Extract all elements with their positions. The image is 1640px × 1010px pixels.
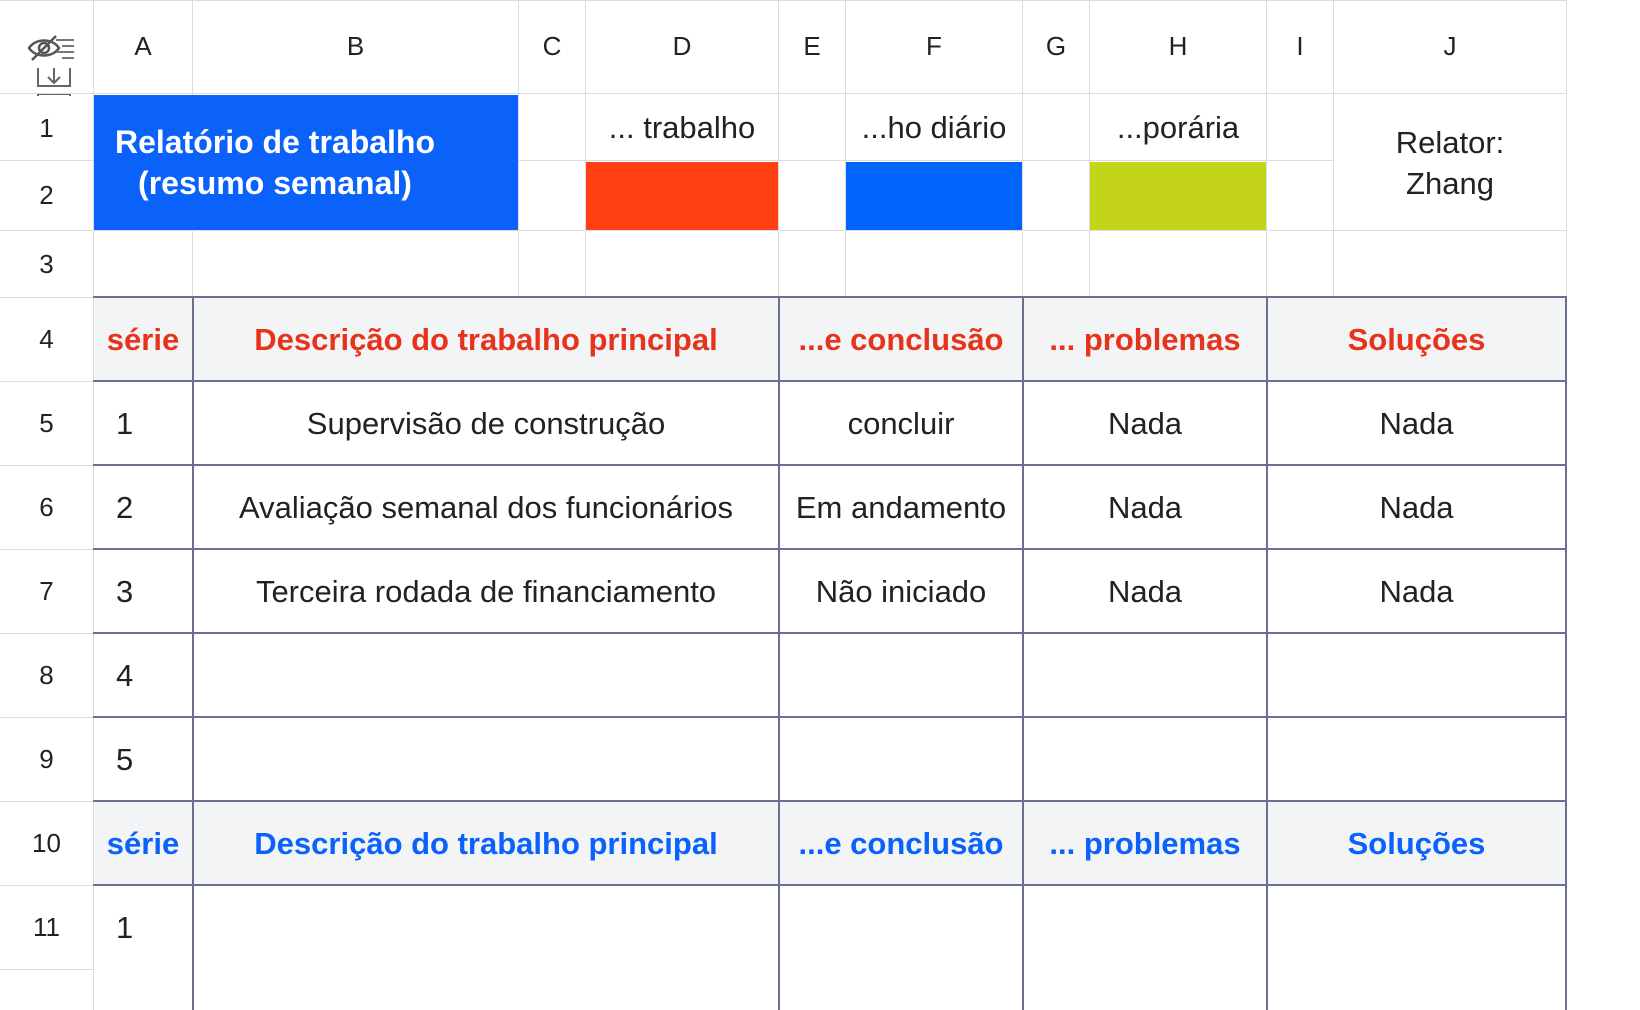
legend-swatch-red[interactable]: [586, 162, 778, 230]
row-header-5[interactable]: 5: [0, 382, 93, 465]
row-header-6[interactable]: 6: [0, 466, 93, 549]
row-header-10[interactable]: 10: [0, 802, 93, 885]
column-header-g[interactable]: G: [1023, 0, 1089, 93]
table1-cell-problemas[interactable]: [1024, 634, 1266, 717]
table1-cell-problemas[interactable]: Nada: [1107, 573, 1183, 609]
table1-cell-descricao[interactable]: Supervisão de construção: [306, 405, 666, 441]
table1-cell-serie[interactable]: 2: [116, 489, 134, 525]
table1-header-problemas[interactable]: ... problemas: [1024, 298, 1266, 381]
table1-cell-solucoes[interactable]: Nada: [1379, 489, 1454, 525]
row-header-9[interactable]: 9: [0, 718, 93, 801]
table2-cell-conclusao[interactable]: [780, 886, 1022, 969]
row-header-4[interactable]: 4: [0, 298, 93, 381]
table2-cell-problemas[interactable]: [1024, 886, 1266, 969]
column-header-i[interactable]: I: [1267, 0, 1333, 93]
report-title-line-1: Relatório de trabalho: [114, 123, 436, 160]
column-header-b[interactable]: B: [193, 0, 518, 93]
table1-cell-descricao[interactable]: [194, 634, 778, 717]
table1-cell-serie[interactable]: 5: [116, 741, 134, 777]
table1-cell-solucoes[interactable]: Nada: [1379, 573, 1454, 609]
row-header-7[interactable]: 7: [0, 550, 93, 633]
table2-header-solucoes[interactable]: Soluções: [1268, 802, 1565, 885]
table1-header-serie[interactable]: série: [94, 298, 192, 381]
table1-cell-problemas[interactable]: Nada: [1107, 489, 1183, 525]
row-header-8[interactable]: 8: [0, 634, 93, 717]
column-header-c[interactable]: C: [519, 0, 585, 93]
table1-cell-conclusao[interactable]: [780, 718, 1022, 801]
column-header-h[interactable]: H: [1090, 0, 1266, 93]
table2-header-serie[interactable]: série: [94, 802, 192, 885]
table1-cell-problemas[interactable]: [1024, 718, 1266, 801]
table2-cell-descricao[interactable]: [194, 886, 778, 969]
legend-swatch-green[interactable]: [1090, 162, 1266, 230]
table1-cell-descricao[interactable]: Avaliação semanal dos funcionários: [238, 489, 733, 525]
table1-cell-descricao[interactable]: [194, 718, 778, 801]
table1-cell-conclusao[interactable]: Em andamento: [795, 489, 1007, 525]
table1-cell-serie[interactable]: 3: [116, 573, 134, 609]
legend-swatch-blue[interactable]: [846, 162, 1022, 230]
table1-cell-serie[interactable]: 1: [116, 405, 134, 441]
table1-header-conclusao[interactable]: ...e conclusão: [780, 298, 1022, 381]
column-header-a[interactable]: A: [94, 0, 192, 93]
table2-cell-serie[interactable]: 1: [116, 909, 134, 945]
table1-cell-conclusao[interactable]: [780, 634, 1022, 717]
row-header-3[interactable]: 3: [0, 231, 93, 297]
table2-cell-solucoes[interactable]: [1268, 886, 1565, 969]
legend-label-temporaria[interactable]: ...porária: [1116, 109, 1240, 145]
table1-cell-solucoes[interactable]: Nada: [1379, 405, 1454, 441]
report-title-line-2: (resumo semanal): [138, 164, 412, 201]
table2-header-conclusao[interactable]: ...e conclusão: [780, 802, 1022, 885]
table1-cell-solucoes[interactable]: [1268, 718, 1565, 801]
reporter-name: Zhang: [1406, 165, 1494, 201]
table2-header-descricao[interactable]: Descrição do trabalho principal: [194, 802, 778, 885]
legend-label-diario[interactable]: ...ho diário: [861, 109, 1007, 145]
column-header-f[interactable]: F: [846, 0, 1022, 93]
table1-cell-descricao[interactable]: Terceira rodada de financiamento: [255, 573, 717, 609]
row-header-1[interactable]: 1: [0, 96, 93, 160]
table1-cell-problemas[interactable]: Nada: [1107, 405, 1183, 441]
table1-cell-conclusao[interactable]: Não iniciado: [815, 573, 987, 609]
column-header-d[interactable]: D: [586, 0, 778, 93]
report-title[interactable]: [94, 95, 518, 230]
table1-cell-conclusao[interactable]: concluir: [847, 405, 955, 441]
table1-header-solucoes[interactable]: Soluções: [1268, 298, 1565, 381]
table1-cell-solucoes[interactable]: [1268, 634, 1565, 717]
reporter-label: Relator:: [1395, 124, 1505, 160]
reporter-cell[interactable]: [1334, 95, 1566, 230]
row-header-11[interactable]: 11: [0, 886, 93, 969]
row-header-2[interactable]: 2: [0, 161, 93, 230]
table2-header-problemas[interactable]: ... problemas: [1024, 802, 1266, 885]
table1-cell-serie[interactable]: 4: [116, 657, 134, 693]
table1-header-descricao[interactable]: Descrição do trabalho principal: [194, 298, 778, 381]
column-header-j[interactable]: J: [1334, 0, 1566, 93]
legend-label-trabalho[interactable]: ... trabalho: [608, 109, 756, 145]
column-header-e[interactable]: E: [779, 0, 845, 93]
